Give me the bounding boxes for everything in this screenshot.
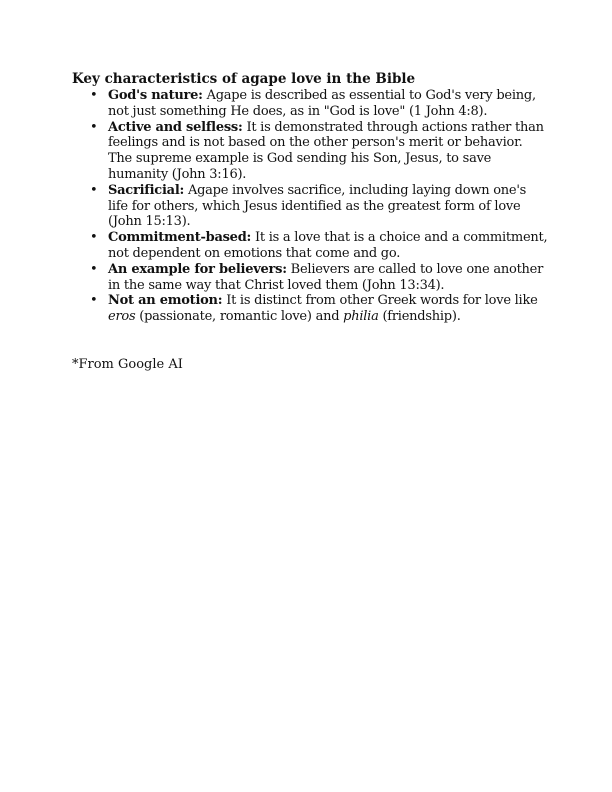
item-term: Active and selfless: bbox=[108, 119, 243, 135]
source-note: *From Google AI bbox=[72, 357, 183, 372]
list-item-gods-nature bbox=[90, 88, 548, 120]
item-term: God's nature: bbox=[108, 88, 203, 103]
item-term: Sacrificial: bbox=[108, 182, 185, 198]
bullet-icon: • bbox=[90, 182, 98, 198]
list-item-active-selfless bbox=[90, 119, 548, 183]
document-body bbox=[72, 71, 548, 325]
item-term: Not an emotion: bbox=[108, 293, 223, 309]
item-emphasis-philia: philia bbox=[343, 309, 379, 325]
item-text: It is demonstrated through actions rather than feelings and is not based on the other person's merit or behavior. The supreme example is God sending his Son, Jesus, to save humanity (John 3:16). bbox=[108, 119, 544, 182]
item-term: An example for believers: bbox=[108, 261, 287, 277]
list-item-sacrificial bbox=[90, 182, 548, 230]
item-text: Agape is described as essential to God's very being, not just something He does, as in "God is love" (1 John 4:8). bbox=[108, 88, 536, 119]
list-item-example-for-believers bbox=[90, 261, 548, 294]
item-text-continued: (passionate, romantic love) and bbox=[135, 309, 344, 325]
bullet-icon: • bbox=[90, 88, 98, 103]
item-emphasis-eros: eros bbox=[108, 309, 136, 325]
list-item-commitment-based bbox=[90, 230, 548, 262]
section-heading: Key characteristics of agape love in the Bible bbox=[72, 71, 416, 87]
bullet-icon: • bbox=[90, 119, 98, 135]
item-text: It is a love that is a choice and a commitment, not dependent on emotions that come and go. bbox=[108, 230, 548, 261]
bullet-icon: • bbox=[90, 230, 98, 246]
item-text: It is distinct from other Greek words for love like bbox=[222, 293, 538, 309]
item-text: Believers are called to love one another in the same way that Christ loved them (John 13:34). bbox=[108, 261, 544, 293]
item-text: Agape involves sacrifice, including laying down one's life for others, which Jesus identified as the greatest form of love (John 15:13). bbox=[108, 182, 527, 230]
characteristics-list bbox=[72, 88, 548, 325]
item-term: Commitment-based: bbox=[108, 230, 252, 246]
item-text-end: (friendship). bbox=[378, 309, 461, 325]
list-item-not-an-emotion bbox=[90, 293, 548, 325]
bullet-icon: • bbox=[90, 261, 98, 277]
bullet-icon: • bbox=[90, 293, 98, 309]
